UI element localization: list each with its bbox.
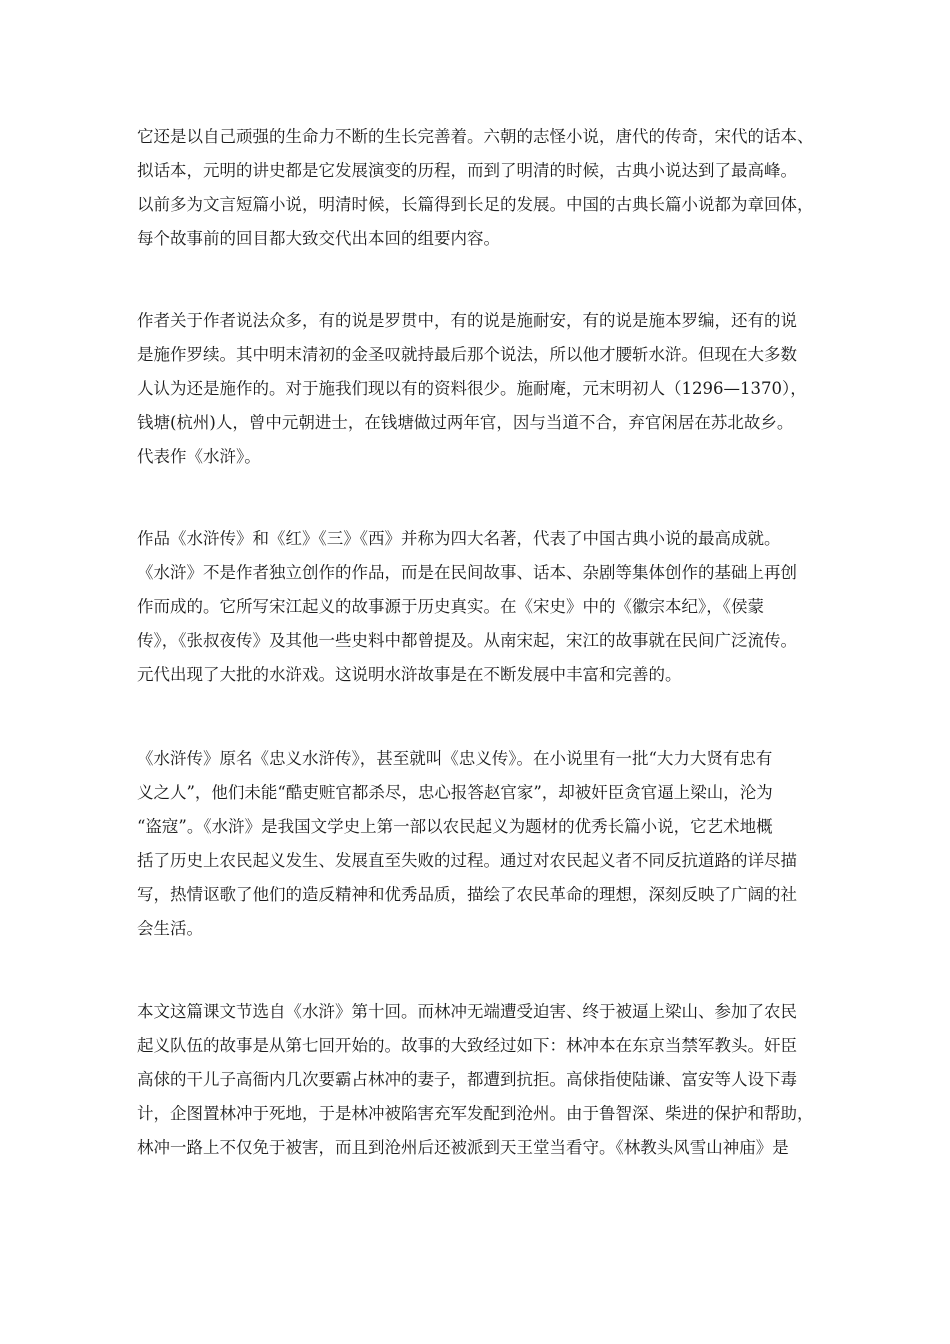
text-line: 传》，《张叔夜传》及其他一些史料中都曾提及。从南宋起，宋江的故事就在民间广泛流传。 (137, 631, 797, 650)
text-line: 人认为还是施作的。对于施我们现以有的资料很少。施耐庵，元末明初人（1296—1370）， (137, 379, 807, 398)
text-line: 钱塘(杭州)人，曾中元朝进士，在钱塘做过两年官，因与当道不合，弃官闲居在苏北故乡。 (137, 413, 794, 432)
paragraph-3 (137, 522, 827, 692)
text-line: 写，热情讴歌了他们的造反精神和优秀品质，描绘了农民革命的理想，深刻反映了广阔的社 (137, 885, 797, 904)
text-line: 《水浒传》原名《忠义水浒传》，甚至就叫《忠义传》。在小说里有一批“大力大贤有忠有 (137, 749, 773, 768)
text-line: 作者关于作者说法众多，有的说是罗贯中，有的说是施耐安，有的说是施本罗编，还有的说 (137, 311, 797, 330)
text-line: 它还是以自己顽强的生命力不断的生长完善着。六朝的志怪小说，唐代的传奇，宋代的话本、 (137, 127, 814, 146)
text-line: 高俅的干儿子高衙内几次要霸占林冲的妻子，都遭到抗拒。高俅指使陆谦、富安等人设下毒 (137, 1070, 797, 1089)
text-line: 是施作罗续。其中明末清初的金圣叹就持最后那个说法，所以他才腰斩水浒。但现在大多数 (137, 345, 797, 364)
text-line: 作而成的。它所写宋江起义的故事源于历史真实。在《宋史》中的《徽宗本纪》，《侯蒙 (137, 597, 764, 616)
text-line: 林冲一路上不仅免于被害，而且到沧州后还被派到天王堂当看守。《林教头风雪山神庙》是 (137, 1138, 789, 1157)
text-line: 本文这篇课文节选自《水浒》第十回。而林冲无端遭受迫害、终于被逼上梁山、参加了农民 (137, 1002, 797, 1021)
text-line: 括了历史上农民起义发生、发展直至失败的过程。通过对农民起义者不同反抗道路的详尽描 (137, 851, 797, 870)
text-line: 计，企图置林冲于死地，于是林冲被陷害充军发配到沧州。由于鲁智深、柴进的保护和帮助， (137, 1104, 814, 1123)
text-line: 义之人”，他们未能“酷吏赃官都杀尽，忠心报答赵官家”，却被奸臣贪官逼上梁山，沦为 (137, 783, 773, 802)
text-line: 《水浒》不是作者独立创作的作品，而是在民间故事、话本、杂剧等集体创作的基础上再创 (137, 563, 797, 582)
text-line: 每个故事前的回目都大致交代出本回的组要内容。 (137, 229, 500, 248)
text-line: 以前多为文言短篇小说，明清时候，长篇得到长足的发展。中国的古典长篇小说都为章回体， (137, 195, 814, 214)
paragraph-5 (137, 995, 827, 1165)
text-line: “盗寇”。《水浒》是我国文学史上第一部以农民起义为题材的优秀长篇小说，它艺术地概 (137, 817, 773, 836)
text-line: 作品《水浒传》和《红》《三》《西》并称为四大名著，代表了中国古典小说的最高成就。 (137, 529, 781, 548)
text-line: 起义队伍的故事是从第七回开始的。故事的大致经过如下：林冲本在东京当禁军教头。奸臣 (137, 1036, 797, 1055)
paragraph-2 (137, 304, 827, 474)
paragraph-1 (137, 120, 827, 256)
text-line: 拟话本，元明的讲史都是它发展演变的历程，而到了明清的时候，古典小说达到了最高峰。 (137, 161, 797, 180)
text-line: 代表作《水浒》。 (137, 447, 261, 466)
text-line: 会生活。 (137, 919, 203, 938)
paragraph-4 (137, 742, 827, 946)
text-line: 元代出现了大批的水浒戏。这说明水浒故事是在不断发展中丰富和完善的。 (137, 665, 682, 684)
